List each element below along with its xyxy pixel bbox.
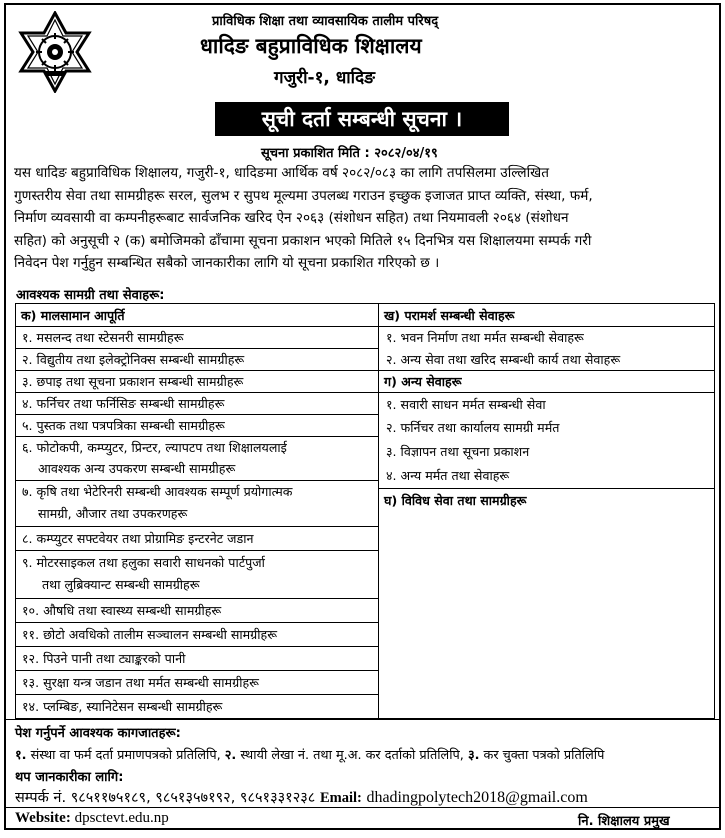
- doc-item: कर चुक्ता पत्रको प्रतिलिपि: [479, 748, 605, 763]
- list-item: ८. कम्प्युटर सफ्टवेयर तथा प्रोग्रामिङ इन्टरनेट जडान: [22, 531, 254, 546]
- list-item: ४. फर्निचर तथा फर्निसिङ सम्बन्धी सामग्रीहरू: [22, 396, 225, 411]
- doc-number: ३.: [467, 748, 480, 763]
- documents-heading: पेश गर्नुपर्ने आवश्यक कागजातहरू:: [15, 726, 181, 741]
- consulting-services-heading: ख) परामर्श सम्बन्धी सेवाहरू: [384, 308, 515, 323]
- other-services-heading: ग) अन्य सेवाहरू: [384, 374, 462, 389]
- contact-label: सम्पर्क नं.: [15, 790, 71, 806]
- list-item: ३. छपाइ तथा सूचना प्रकाशन सम्बन्धी सामग्रीहरू: [22, 374, 244, 389]
- row-line: [16, 436, 378, 437]
- row-line: [16, 646, 378, 647]
- notice-page: [4, 3, 721, 830]
- list-item: सामग्री, औजार तथा उपकरणहरू: [38, 506, 188, 521]
- column-divider: [378, 304, 379, 718]
- paragraph-line: सहित) को अनुसूची २ (क) बमोजिमको ढाँचामा सूचना प्रकाशन भएको मितिले १५ दिनभित्र यस शिक्षालयमा सम्पर्क गरी: [14, 232, 592, 249]
- doc-number: १.: [15, 748, 27, 763]
- list-item: आवश्यक अन्य उपकरण सम्बन्धी सामग्रीहरू: [38, 461, 236, 476]
- row-line: [16, 694, 378, 695]
- paragraph-line: निर्माण व्यवसायी वा कम्पनीहरूबाट सार्वजनिक खरिद ऐन २०६३ (संशोधन सहित) तथा नियमावली २०६४ (संशोधन: [14, 210, 569, 226]
- row-line: [16, 622, 378, 623]
- website-line: [15, 810, 169, 827]
- goods-supply-heading: क) मालसामान आपूर्ति: [21, 308, 125, 323]
- more-info-heading: थप जानकारीका लागि:: [15, 770, 124, 785]
- paragraph-line: गुणस्तरीय सेवा तथा सामग्रीहरू सरल, सुलभ र सुपथ मूल्यमा उपलब्ध गराउन इच्छुक इजाजत प्राप्त व्यक्ति, संस्था, फर्म,: [14, 187, 593, 204]
- website-label: Website:: [15, 810, 71, 826]
- doc-number: २.: [224, 748, 237, 763]
- row-line: [16, 370, 378, 371]
- separator: [6, 719, 719, 720]
- row-line: [16, 550, 378, 551]
- paragraph-line: यस धादिङ बहुप्राविधिक शिक्षालय, गजुरी-१, धादिङमा आर्थिक वर्ष २०८२/०८३ का लागि तपसिलमा उल्लिखित: [14, 165, 549, 181]
- list-item: तथा लुब्रिक्यान्ट सम्बन्धी सामग्रीहरू: [42, 577, 200, 592]
- email-address[interactable]: dhadingpolytech2018@gmail.com: [366, 789, 588, 806]
- doc-item: संस्था वा फर्म दर्ता प्रमाणपत्रको प्रतिलिपि,: [26, 748, 225, 763]
- row-line: [16, 392, 378, 393]
- list-item: ११. छोटो अवधिको तालीम सञ्चालन सम्बन्धी सामग्रीहरू: [22, 627, 278, 642]
- required-items-heading: आवश्यक सामग्री तथा सेवाहरू:: [16, 288, 165, 303]
- row-line: [16, 526, 378, 527]
- list-item: ७. कृषि तथा भेटेरिनरी सम्बन्धी आवश्यक सम्पूर्ण प्रयोगात्मक: [22, 484, 293, 499]
- list-item: १. भवन निर्माण तथा मर्मत सम्बन्धी सेवाहरू: [386, 330, 584, 345]
- list-item: २. अन्य सेवा तथा खरिद सम्बन्धी कार्य तथा सेवाहरू: [386, 352, 621, 367]
- notice-header: [6, 5, 719, 100]
- notice-paragraph: [14, 162, 714, 275]
- ctevt-emblem-icon: [14, 11, 96, 93]
- list-item: १४. प्लम्बिङ, स्यानिटेसन सम्बन्धी सामग्रीहरू: [22, 699, 223, 714]
- list-item: २. विद्युतीय तथा इलेक्ट्रोनिक्स सम्बन्धी सामग्रीहरू: [22, 352, 245, 367]
- row-line: [16, 326, 378, 327]
- contact-line: [15, 787, 588, 807]
- institution-name: धादिङ बहुप्राविधिक शिक्षालय: [200, 34, 422, 58]
- list-item: ६. फोटोकपी, कम्प्युटर, प्रिन्टर, ल्यापटप तथा शिक्षालयलाई: [22, 440, 287, 455]
- row-line: [378, 392, 714, 393]
- row-line: [16, 598, 378, 599]
- email-label: Email:: [319, 790, 362, 806]
- separator: [6, 807, 719, 808]
- list-item: १३. सुरक्षा यन्त्र जडान तथा मर्मत सम्बन्धी सामग्रीहरू: [22, 675, 259, 690]
- row-line: [378, 370, 714, 371]
- list-item: २. फर्निचर तथा कार्यालय सामग्री मर्मत: [386, 420, 560, 435]
- phone-numbers: ९८५११७५१८९, ९८५१३५७१९२, ९८५१३३१२३८: [70, 790, 316, 806]
- list-item: ४. अन्य मर्मत तथा सेवाहरू: [386, 468, 510, 483]
- list-item: १०. औषधि तथा स्वास्थ्य सम्बन्धी सामग्रीहरू: [22, 603, 222, 618]
- row-line: [378, 326, 714, 327]
- signatory-title: नि. शिक्षालय प्रमुख: [578, 814, 670, 829]
- doc-item: स्थायी लेखा नं. तथा मू.अ. कर दर्ताको प्रतिलिपि,: [236, 748, 468, 763]
- list-item: ९. मोटरसाइकल तथा हलुका सवारी साधनको पार्टपुर्जा: [22, 555, 265, 570]
- row-line: [378, 488, 714, 489]
- list-item: ५. पुस्तक तथा पत्रपत्रिका सम्बन्धी सामग्रीहरू: [22, 418, 225, 433]
- institution-address: गजुरी-१, धादिङ: [274, 68, 375, 88]
- list-item: १२. पिउने पानी तथा ट्याङ्करको पानी: [22, 651, 186, 666]
- list-item: ३. विज्ञापन तथा सूचना प्रकाशन: [386, 444, 530, 459]
- website-link[interactable]: dpsctevt.edu.np: [74, 810, 169, 826]
- misc-services-heading: घ) विविध सेवा तथा सामग्रीहरू: [384, 493, 527, 508]
- row-line: [16, 348, 378, 349]
- paragraph-line: निवेदन पेश गर्नुहुन सम्बन्धित सबैको जानकारीका लागि यो सूचना प्रकाशित गरिएको छ ।: [14, 255, 440, 271]
- list-item: १. सवारी साधन मर्मत सम्बन्धी सेवा: [386, 397, 546, 412]
- notice-title: सूची दर्ता सम्बन्धी सूचना ।: [215, 102, 509, 136]
- row-line: [16, 480, 378, 481]
- list-item: १. मसलन्द तथा स्टेसनरी सामग्रीहरू: [22, 330, 184, 345]
- council-name: प्राविधिक शिक्षा तथा व्यावसायिक तालीम परिषद्: [212, 14, 439, 29]
- row-line: [16, 414, 378, 415]
- items-table: [15, 303, 715, 719]
- row-line: [16, 670, 378, 671]
- published-date: सूचना प्रकाशित मिति : २०८२/०४/१९: [261, 146, 438, 161]
- documents-list: [15, 745, 604, 763]
